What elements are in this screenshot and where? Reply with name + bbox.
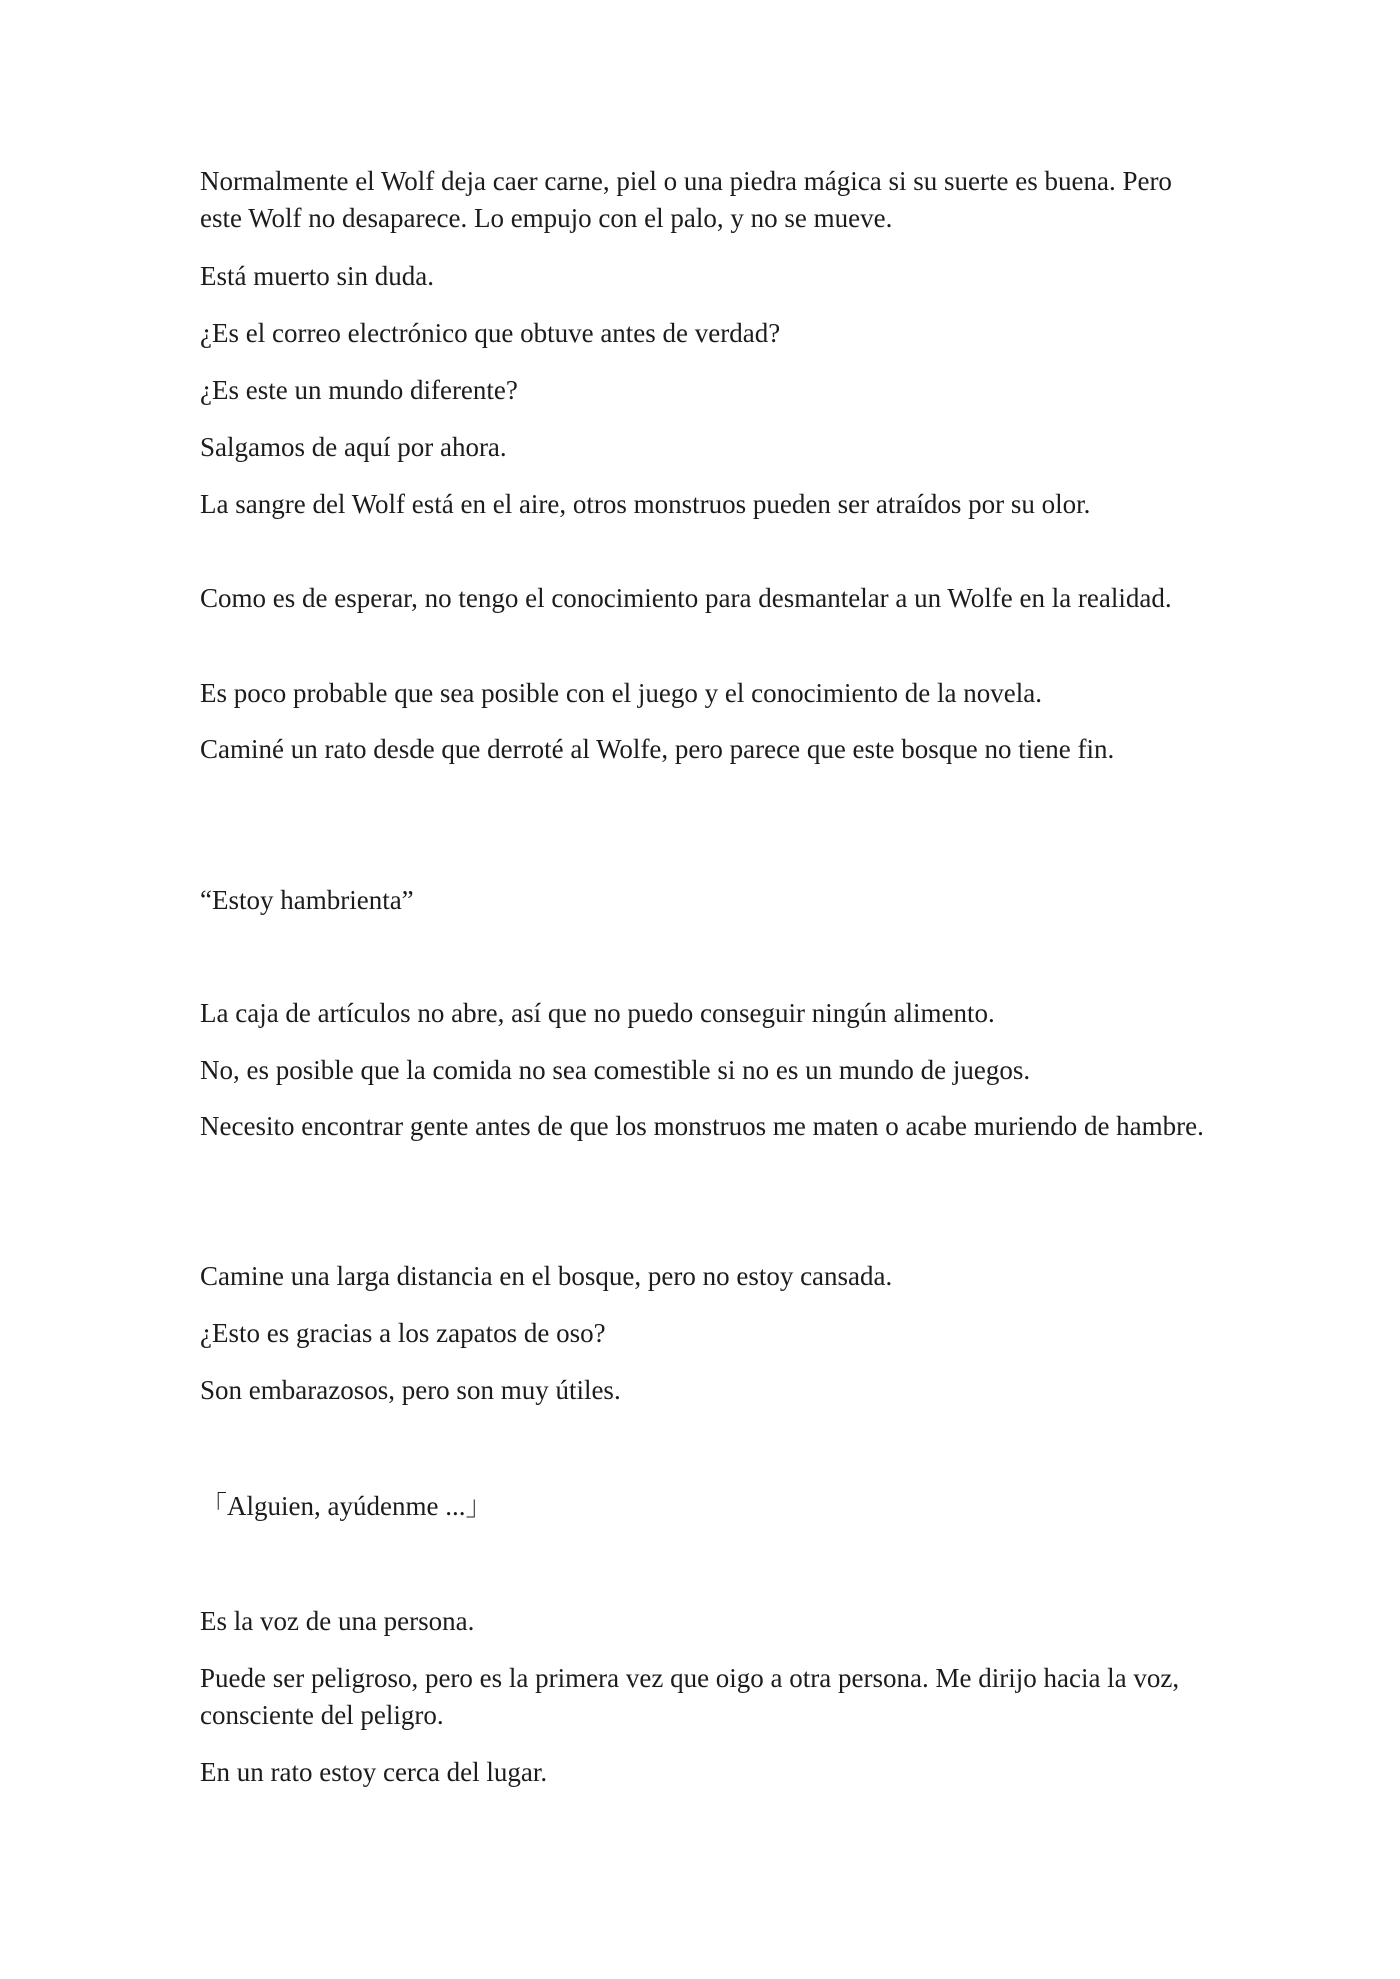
paragraph: Normalmente el Wolf deja caer carne, piel o una piedra mágica si su suerte es buena. Pero este Wolf no desaparece. Lo empujo con el palo, y no se mueve. — [200, 166, 1172, 233]
paragraph: ¿Es este un mundo diferente? — [200, 375, 518, 405]
paragraph: Salgamos de aquí por ahora. — [200, 432, 507, 462]
paragraph: La caja de artículos no abre, así que no puedo conseguir ningún alimento. — [200, 998, 995, 1028]
paragraph: Como es de esperar, no tengo el conocimiento para desmantelar a un Wolfe en la realidad. — [200, 583, 1172, 613]
dialogue-line: “Estoy hambrienta” — [200, 885, 414, 915]
paragraph: La sangre del Wolf está en el aire, otros monstruos pueden ser atraídos por su olor. — [200, 489, 1091, 519]
paragraph: Son embarazosos, pero son muy útiles. — [200, 1375, 621, 1405]
paragraph: ¿Es el correo electrónico que obtuve antes de verdad? — [200, 318, 781, 348]
paragraph: Es la voz de una persona. — [200, 1606, 475, 1636]
paragraph: Caminé un rato desde que derroté al Wolfe, pero parece que este bosque no tiene fin. — [200, 734, 1115, 764]
paragraph: En un rato estoy cerca del lugar. — [200, 1757, 548, 1787]
paragraph: Puede ser peligroso, pero es la primera vez que oigo a otra persona. Me dirijo hacia la voz, consciente del peligro. — [200, 1663, 1180, 1730]
paragraph: ¿Esto es gracias a los zapatos de oso? — [200, 1318, 606, 1348]
paragraph: Está muerto sin duda. — [200, 261, 434, 291]
dialogue-line: 「Alguien, ayúdenme ...」 — [200, 1491, 493, 1521]
paragraph: Necesito encontrar gente antes de que los monstruos me maten o acabe muriendo de hambre. — [200, 1111, 1204, 1141]
paragraph: Es poco probable que sea posible con el juego y el conocimiento de la novela. — [200, 678, 1042, 708]
paragraph: No, es posible que la comida no sea comestible si no es un mundo de juegos. — [200, 1055, 1031, 1085]
paragraph: Camine una larga distancia en el bosque, pero no estoy cansada. — [200, 1261, 893, 1291]
